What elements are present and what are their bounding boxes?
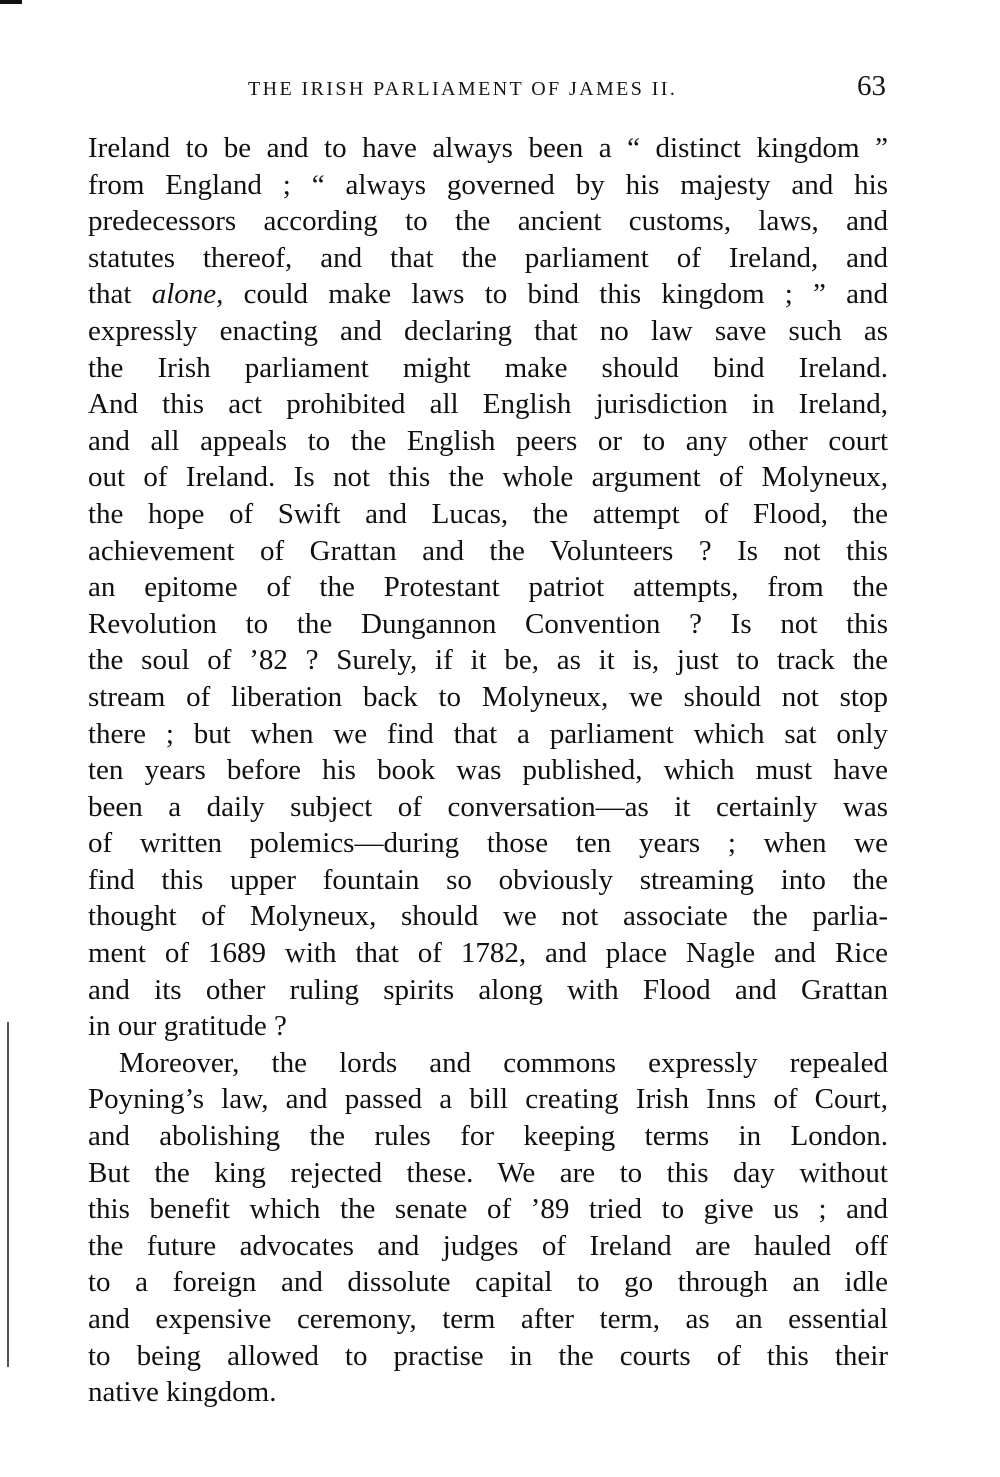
- text-line: there ; but when we find that a parliament which sat only: [88, 717, 888, 750]
- scan-edge-line: [7, 1022, 9, 1367]
- text-line: that alone, could make laws to bind this kingdom ; ” and: [88, 278, 888, 311]
- text-line: Poyning’s law, and passed a bill creating Irish Inns of Court,: [88, 1083, 888, 1116]
- text-line: ten years before his book was published, which must have: [88, 754, 888, 787]
- text-line: and all appeals to the English peers or to any other court: [88, 424, 888, 457]
- text-line: stream of liberation back to Molyneux, we should not stop: [88, 680, 888, 713]
- text-line: Moreover, the lords and commons expressly repealed: [119, 1046, 888, 1079]
- text-line: of written polemics—during those ten years ; when we: [88, 827, 888, 860]
- text-line: the hope of Swift and Lucas, the attempt of Flood, the: [88, 497, 888, 530]
- text-line: in our gratitude ?: [88, 1010, 287, 1043]
- text-line: and its other ruling spirits along with Flood and Grattan: [88, 973, 888, 1006]
- page-corner-mark: [0, 0, 22, 4]
- text-line: out of Ireland. Is not this the whole argument of Molyneux,: [88, 461, 888, 494]
- paragraph-2: [88, 1045, 888, 1411]
- text-line: and expensive ceremony, term after term, as an essential: [88, 1303, 888, 1335]
- text-line: an epitome of the Protestant patriot attempts, from the: [88, 571, 888, 604]
- text-line: achievement of Grattan and the Volunteers ? Is not this: [88, 534, 888, 567]
- text-line: ment of 1689 with that of 1782, and place Nagle and Rice: [88, 937, 888, 970]
- page-number: 63: [857, 70, 886, 102]
- running-head: THE IRISH PARLIAMENT OF JAMES II.: [248, 78, 678, 100]
- text-line: Revolution to the Dungannon Convention ? Is not this: [88, 607, 888, 640]
- text-line: predecessors according to the ancient customs, laws, and: [88, 205, 888, 238]
- text-line: And this act prohibited all English jurisdiction in Ireland,: [88, 388, 888, 421]
- text-line: the future advocates and judges of Ireland are hauled off: [88, 1229, 888, 1262]
- body-text: [88, 130, 888, 1411]
- text-line: and abolishing the rules for keeping terms in London.: [88, 1120, 888, 1153]
- text-line: statutes thereof, and that the parliament of Ireland, and: [88, 241, 888, 274]
- text-line: to being allowed to practise in the courts of this their: [88, 1339, 888, 1372]
- emphasis-alone: alone: [151, 278, 217, 311]
- text-line: thought of Molyneux, should we not associate the parlia-: [88, 900, 888, 933]
- text-line: been a daily subject of conversation—as it certainly was: [88, 790, 888, 823]
- text-line: from England ; “ always governed by his majesty and his: [88, 168, 888, 201]
- text-line: expressly enacting and declaring that no law save such as: [88, 314, 888, 347]
- text-line: find this upper fountain so obviously streaming into the: [88, 863, 888, 896]
- text-line: native kingdom.: [88, 1376, 277, 1409]
- text-line: the Irish parliament might make should bind Ireland.: [88, 351, 888, 384]
- text-line: Ireland to be and to have always been a “ distinct kingdom ”: [88, 132, 888, 164]
- text-line: to a foreign and dissolute capital to go through an idle: [88, 1266, 888, 1299]
- text-line: this benefit which the senate of ’89 tried to give us ; and: [88, 1193, 888, 1226]
- text-line: But the king rejected these. We are to this day without: [88, 1156, 888, 1189]
- paragraph-1: [88, 130, 888, 1045]
- text-line: the soul of ’82 ? Surely, if it be, as it is, just to track the: [88, 644, 888, 677]
